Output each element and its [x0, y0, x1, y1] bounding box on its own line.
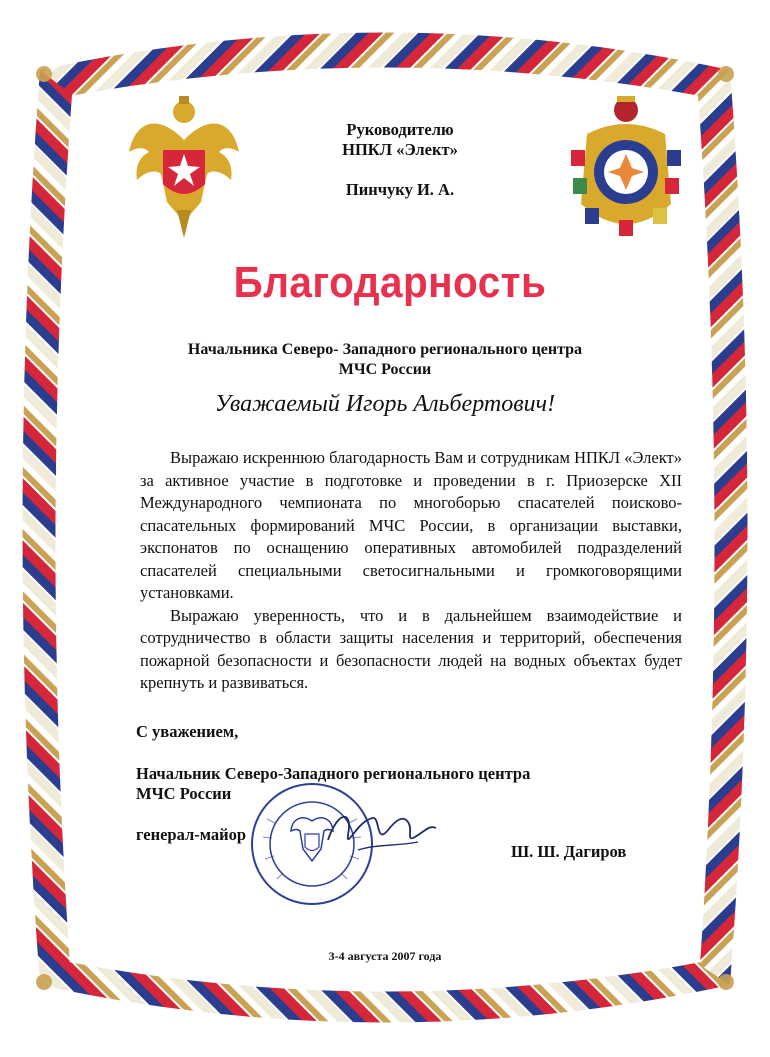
- signature-regards: С уважением,: [136, 722, 239, 741]
- signature-rank: генерал-майор: [136, 825, 247, 844]
- addressee-name: Пинчуку И. А.: [345, 180, 455, 199]
- addressee-block: [290, 120, 510, 200]
- greeting: Уважаемый Игорь Альбертович!: [214, 391, 556, 417]
- addressee-line-1: Руководителю: [346, 120, 454, 139]
- signature-position-1: Начальник Северо-Западного регионального центра: [136, 764, 531, 783]
- document-date: 3-4 августа 2007 года: [328, 949, 442, 963]
- letter-body: [140, 447, 682, 695]
- issuer-line-1: Начальника Северо- Западного регионального центра: [187, 341, 583, 358]
- body-paragraph-2: Выражаю уверенность, что и в дальнейшем взаимодействие и сотрудничество в области защиты населения и территорий, обеспечения пожарной безопасности и безопасности людей на водных объектах будет крепнуть и развиваться.: [140, 605, 682, 692]
- body-paragraph-1: Выражаю искреннюю благодарность Вам и сотрудникам НПКЛ «Элект» за активное участие в подготовке и проведении в г. Приозерске XII Международного чемпионата по многоборью спасателей поисково-спасательных формирований МЧС России, в организации выставки, экспонатов по оснащению оперативных автомобилей подразделений спасателей специальными светосигнальными и громкоговорящими установками.: [140, 448, 682, 602]
- signature-position-2: МЧС России: [136, 784, 232, 803]
- signature-name: Ш. Ш. Дагиров: [511, 842, 627, 861]
- mchs-eagle-emblem: [127, 92, 242, 240]
- document-title: Благодарность: [233, 258, 547, 307]
- regional-center-emblem: [567, 94, 685, 242]
- addressee-line-2: НПКЛ «Элект»: [342, 140, 458, 159]
- issuer-block: [150, 340, 620, 380]
- handwritten-signature: [318, 800, 438, 870]
- issuer-line-2: МЧС России: [338, 361, 432, 378]
